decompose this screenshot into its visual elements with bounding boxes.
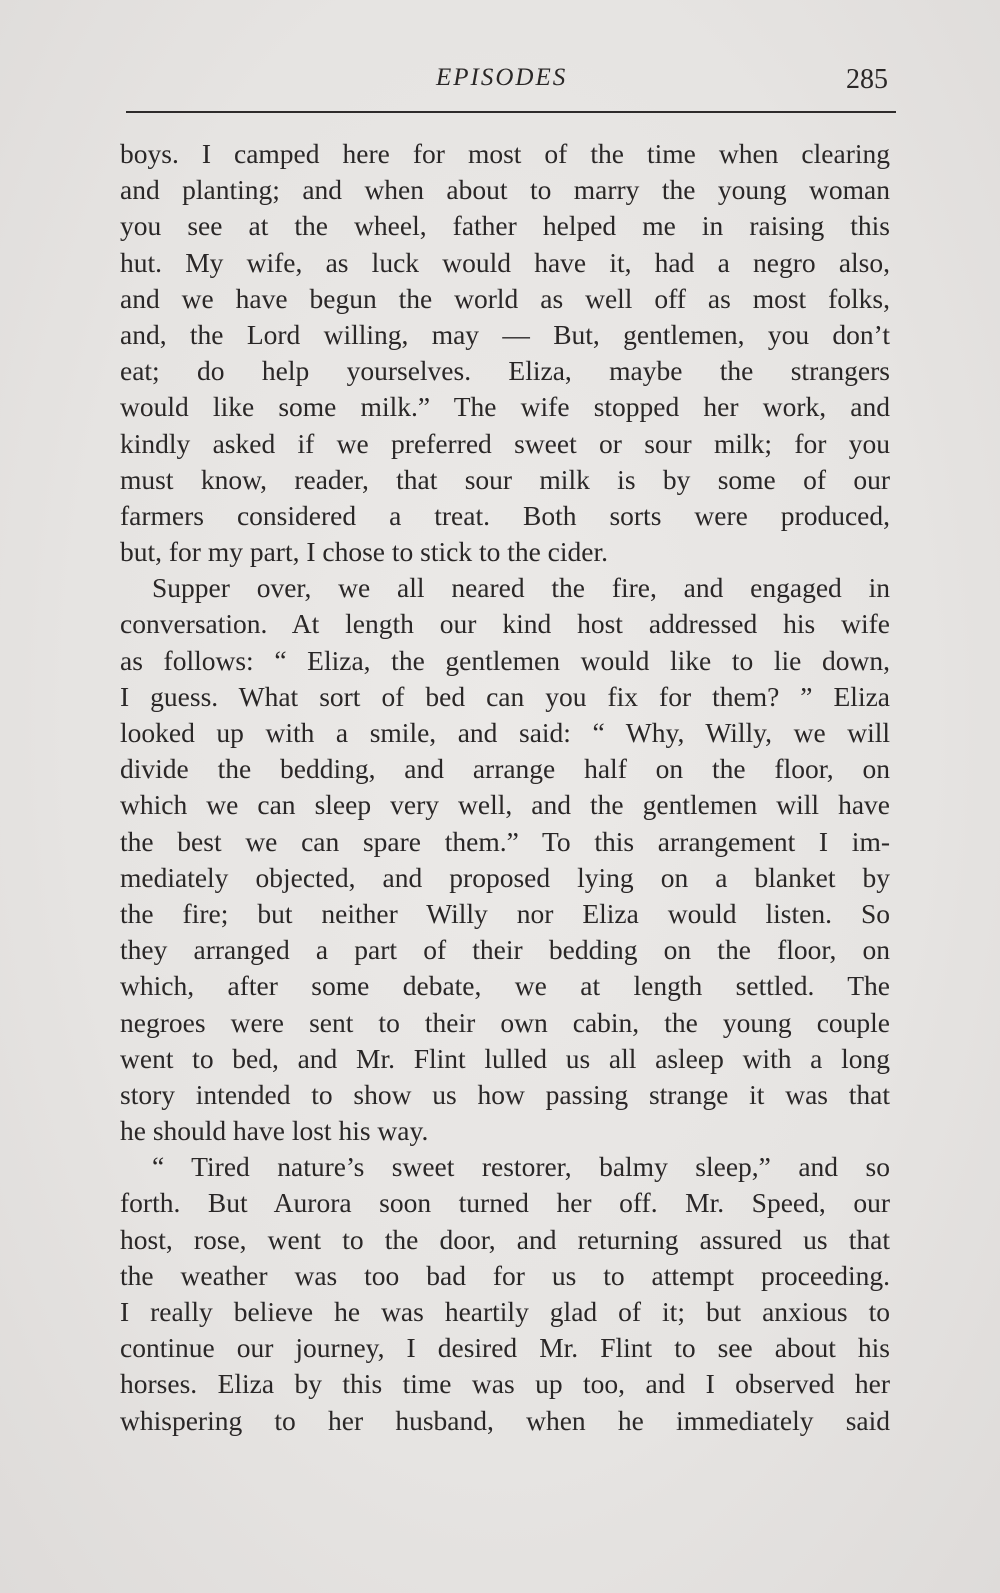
- page-header: [126, 62, 894, 112]
- text-line: went to bed, and Mr. Flint lulled us all asleep with a long: [120, 1042, 890, 1074]
- running-head: EPISODES: [436, 64, 568, 91]
- text-line: as follows: “ Eliza, the gentlemen would like to lie down,: [120, 644, 890, 676]
- text-line: and planting; and when about to marry the young woman: [120, 174, 890, 206]
- text-line: looked up with a smile, and said: “ Why, Willy, we will: [120, 717, 890, 748]
- text-line: “ Tired nature’s sweet restorer, balmy sleep,” and so: [152, 1151, 890, 1183]
- text-line: host, rose, went to the door, and returning assured us that: [120, 1223, 890, 1255]
- text-line: he should have lost his way.: [120, 1115, 429, 1147]
- text-line: I really believe he was heartily glad of it; but anxious to: [120, 1296, 890, 1327]
- text-line: and, the Lord willing, may — But, gentlemen, you don’t: [120, 318, 890, 350]
- text-line: farmers considered a treat. Both sorts were produced,: [120, 499, 890, 531]
- text-line: forth. But Aurora soon turned her off. Mr. Speed, our: [120, 1187, 890, 1219]
- text-line: and we have begun the world as well off as most folks,: [120, 282, 890, 314]
- text-line: the best we can spare them.” To this arrangement I im-: [120, 825, 890, 857]
- text-line: divide the bedding, and arrange half on the floor, on: [120, 753, 890, 785]
- text-line: mediately objected, and proposed lying on a blanket by: [120, 861, 890, 893]
- text-line: boys. I camped here for most of the time when clearing: [120, 138, 890, 169]
- text-line: hut. My wife, as luck would have it, had a negro also,: [120, 246, 890, 278]
- text-line: they arranged a part of their bedding on the floor, on: [120, 934, 890, 966]
- text-line: horses. Eliza by this time was up too, and I observed her: [120, 1368, 890, 1400]
- text-line: the weather was too bad for us to attempt proceeding.: [120, 1259, 890, 1291]
- text-line: story intended to show us how passing strange it was that: [120, 1078, 890, 1110]
- page-number: 285: [846, 64, 888, 95]
- header-rule: [126, 111, 896, 113]
- text-line: would like some milk.” The wife stopped her work, and: [120, 391, 890, 423]
- text-line: continue our journey, I desired Mr. Flint to see about his: [120, 1332, 890, 1364]
- text-line: whispering to her husband, when he immediately said: [120, 1404, 890, 1436]
- text-line: you see at the wheel, father helped me in raising this: [120, 210, 890, 242]
- body-text: [120, 136, 890, 1439]
- text-line: Supper over, we all neared the fire, and engaged in: [152, 572, 890, 604]
- text-line: which we can sleep very well, and the gentlemen will have: [120, 789, 890, 821]
- text-line: eat; do help yourselves. Eliza, maybe the strangers: [120, 355, 890, 387]
- text-line: conversation. At length our kind host addressed his wife: [120, 608, 890, 640]
- text-line: negroes were sent to their own cabin, the young couple: [120, 1006, 890, 1038]
- text-line: kindly asked if we preferred sweet or sour milk; for you: [120, 427, 890, 459]
- text-line: the fire; but neither Willy nor Eliza would listen. So: [120, 897, 890, 929]
- text-line: I guess. What sort of bed can you fix for them? ” Eliza: [120, 680, 890, 712]
- text-line: must know, reader, that sour milk is by some of our: [120, 463, 890, 495]
- text-line: but, for my part, I chose to stick to the cider.: [120, 536, 609, 568]
- text-line: which, after some debate, we at length settled. The: [120, 970, 890, 1002]
